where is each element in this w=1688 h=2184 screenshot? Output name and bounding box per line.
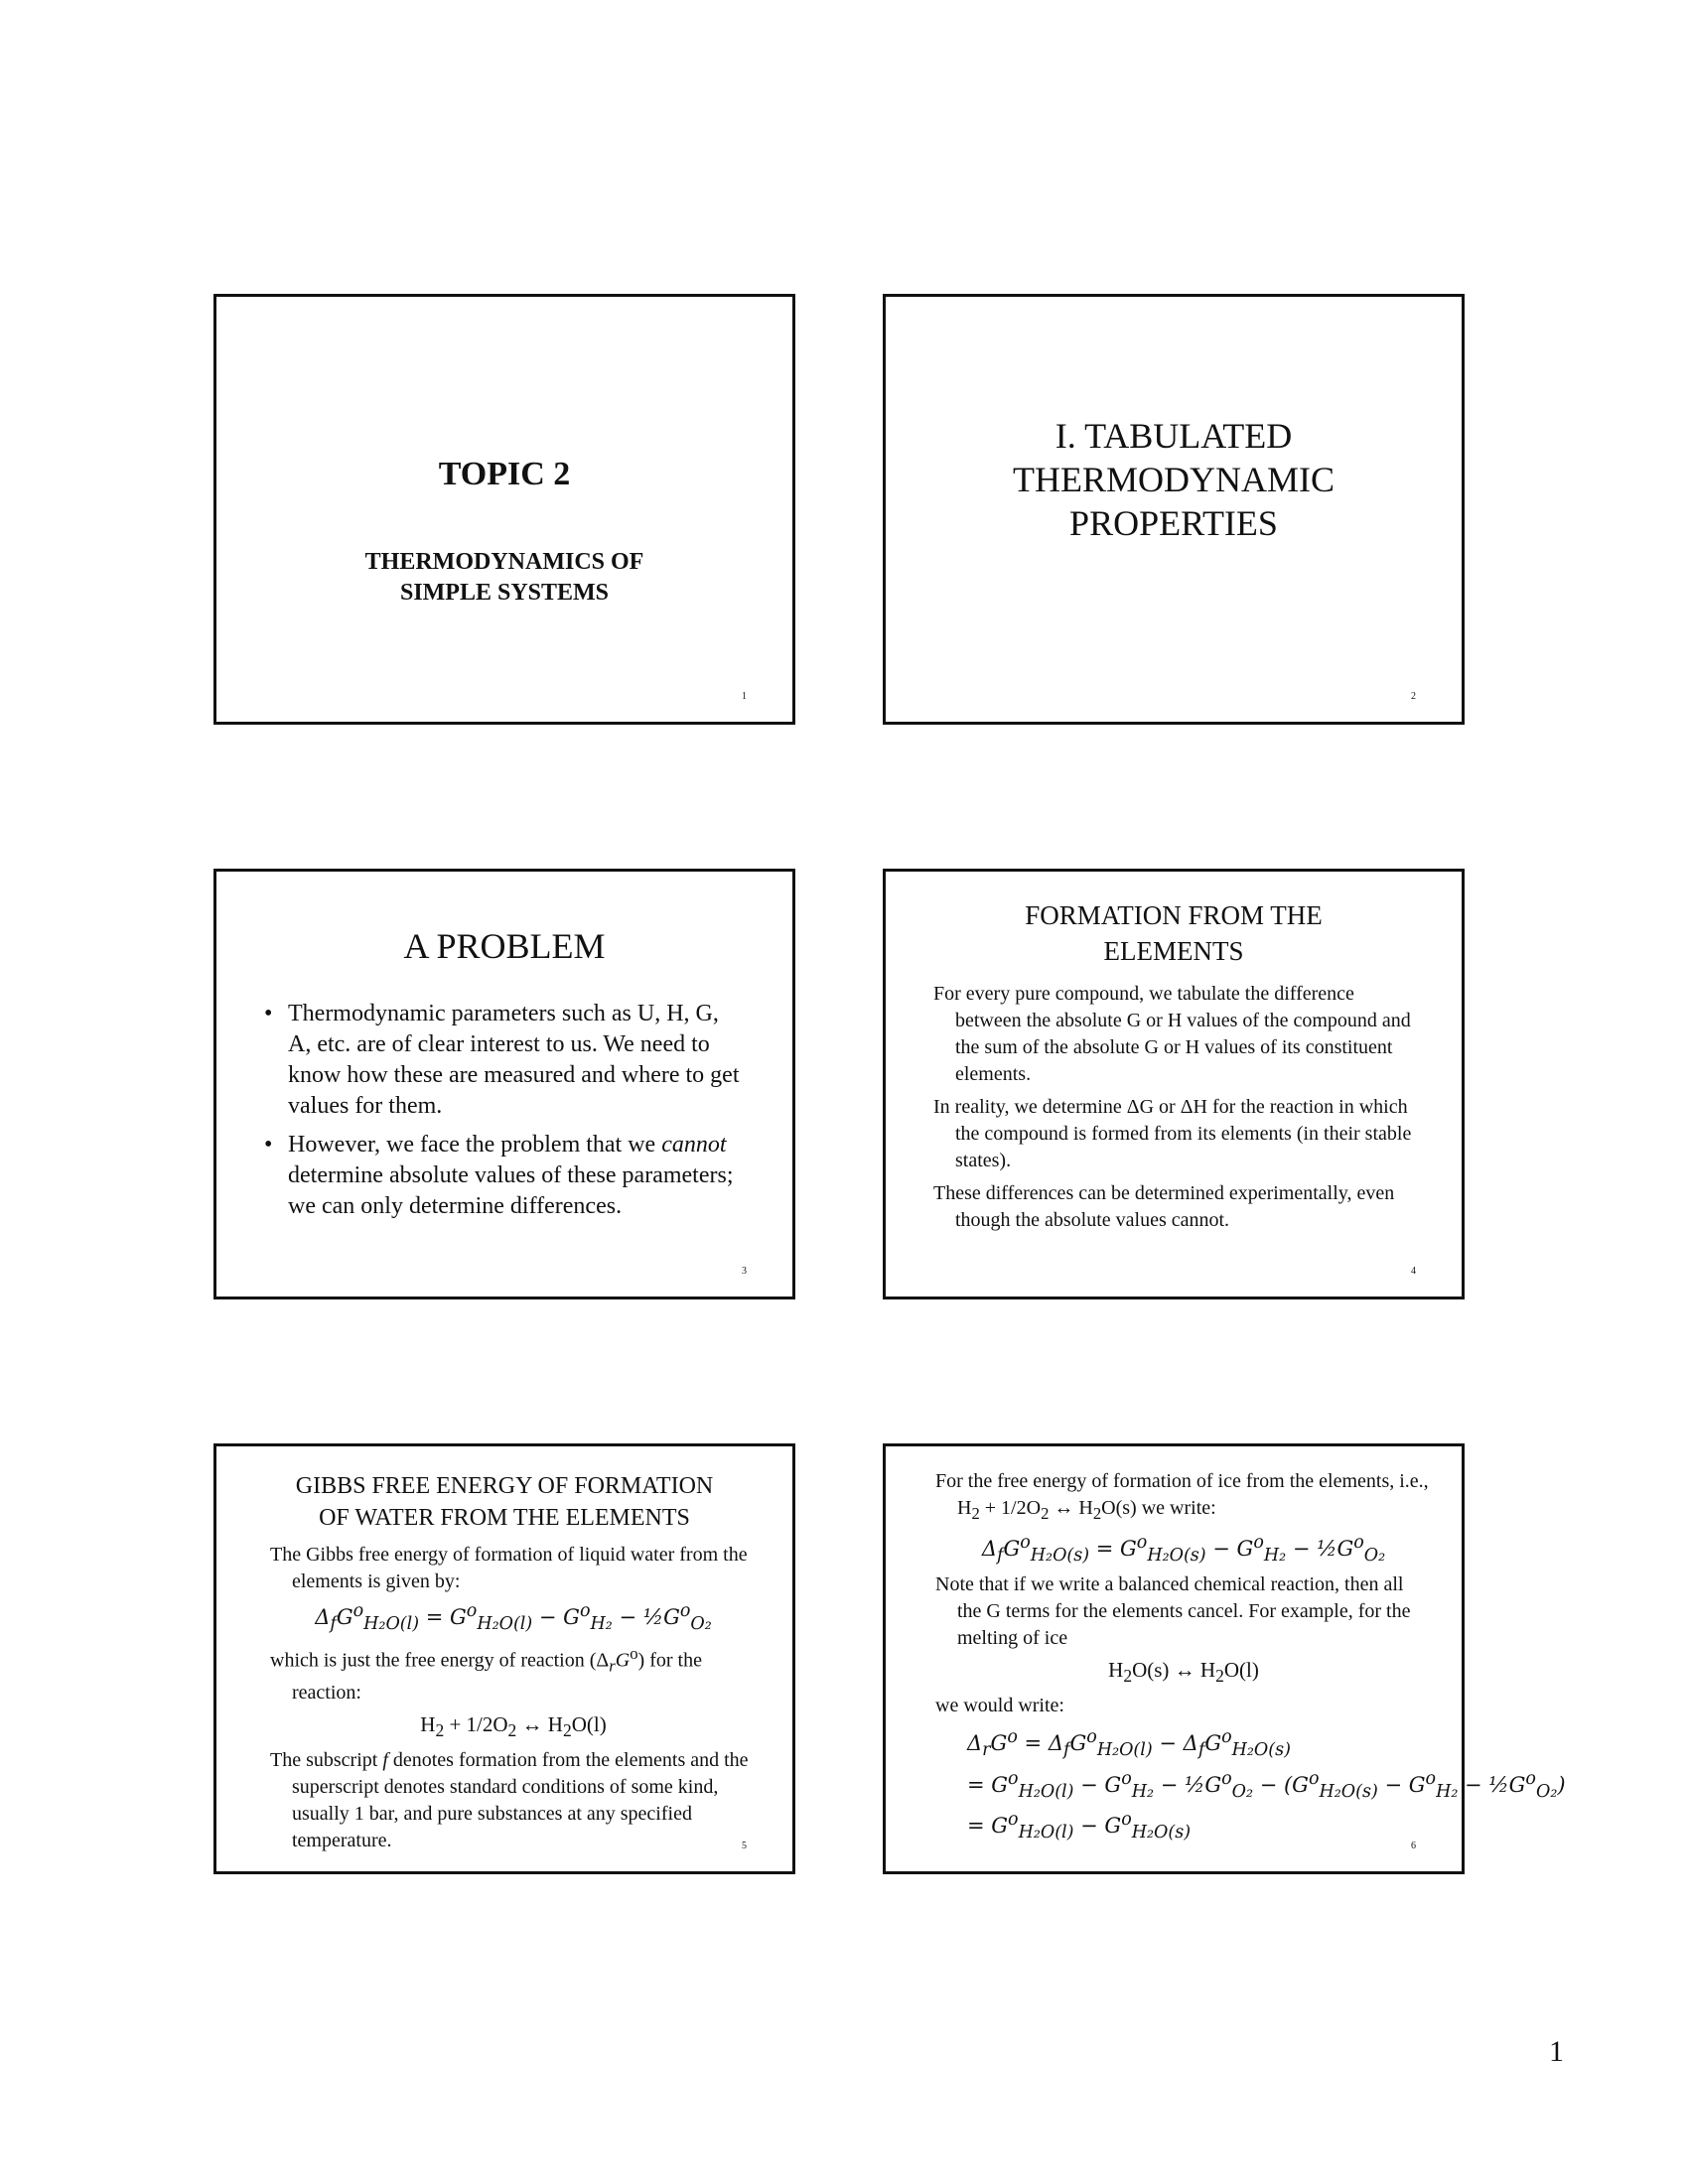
slide-title: A PROBLEM bbox=[403, 926, 606, 966]
slide-number: 1 bbox=[742, 691, 747, 702]
slide-title bbox=[886, 414, 1462, 545]
title-line: I. TABULATED bbox=[1055, 416, 1293, 456]
slide-3 bbox=[213, 869, 795, 1299]
paragraph: we would write: bbox=[935, 1695, 1064, 1717]
slide-2 bbox=[883, 294, 1465, 725]
slide-number: 5 bbox=[742, 1841, 747, 1851]
equation: = $G^o_{H_2O(l)} - G^o_{H_2}$ − $\frac{1}{2}G^o_{O_2} - (G^o_{H_2O(s)} - G^o_{H_2}$ − $\frac{1}{2}G^o_{O_2}$) bbox=[967, 1768, 1566, 1802]
slide-5 bbox=[213, 1443, 795, 1874]
paragraph-emphasis: f bbox=[382, 1749, 388, 1772]
paragraph-text: ) for the reaction: bbox=[292, 1649, 702, 1704]
subtitle-line: THERMODYNAMICS OF bbox=[364, 549, 644, 575]
paragraph: These differences can be determined experimentally, even though the absolute values cannot. bbox=[933, 1182, 1395, 1231]
page-number: 1 bbox=[1549, 2035, 1564, 2068]
slide-title bbox=[216, 1470, 792, 1534]
title-line: PROPERTIES bbox=[1069, 503, 1278, 543]
bullet-item bbox=[264, 999, 741, 1122]
paragraph: For the free energy of formation of ice from the elements, i.e., $H_2 + 1/2O_2$ ↔ $H_2O(s)$ we write: bbox=[935, 1470, 1429, 1523]
bullet-icon: • bbox=[264, 1001, 273, 1026]
slide-body bbox=[933, 981, 1422, 1240]
equation: $\Delta_fG^o_{H_2O(l)} = G^o_{H_2O(l)} - G^o_{H_2}$ − $\frac{1}{2}G^o_{O_2}$ bbox=[315, 1601, 712, 1635]
subtitle-line: SIMPLE SYSTEMS bbox=[399, 580, 610, 606]
title-line: ELEMENTS bbox=[1103, 936, 1244, 966]
paragraph bbox=[270, 1747, 757, 1854]
slide-subtitle bbox=[216, 547, 792, 609]
bullet-text: However, we face the problem that we bbox=[288, 1132, 662, 1158]
bullet-icon: • bbox=[264, 1132, 273, 1158]
title-line: THERMODYNAMIC bbox=[1013, 460, 1335, 499]
title-line: FORMATION FROM THE bbox=[1025, 900, 1323, 930]
paragraph: The Gibbs free energy of formation of liquid water from the elements is given by: bbox=[270, 1544, 748, 1592]
equation: $H_2 + 1/2O_2$ ↔ $H_2O(l)$ bbox=[420, 1711, 607, 1741]
paragraph: which is just the free energy of reaction $(\Delta_rG^o)$ for the reaction: bbox=[270, 1644, 702, 1704]
slide-title bbox=[886, 897, 1462, 969]
paragraph-text: which is just the free energy of reaction (Δ bbox=[270, 1649, 610, 1672]
slide-number: 3 bbox=[742, 1266, 747, 1277]
bullet-text: determine absolute values of these parameters; we can only determine differences. bbox=[288, 1162, 734, 1219]
paragraph: Note that if we write a balanced chemical reaction, then all the G terms for the elements cancel. For example, for the melting of ice bbox=[935, 1573, 1411, 1650]
title-line: OF WATER FROM THE ELEMENTS bbox=[319, 1505, 690, 1531]
slide-6 bbox=[883, 1443, 1566, 1874]
paragraph: In reality, we determine ΔG or ΔH for the reaction in which the compound is formed from its elements (in their stable states). bbox=[933, 1096, 1412, 1171]
paragraph: For every pure compound, we tabulate the difference between the absolute G or H values of the compound and the sum of the absolute G or H values of its constituent elements. bbox=[933, 983, 1411, 1085]
slide-body bbox=[935, 1468, 1566, 1850]
paragraph-text: denotes formation from the elements and the superscript denotes standard conditions of some kind, usually 1 bar, and pure substances at any specified temperature. bbox=[292, 1749, 749, 1852]
equation: = $G^o_{H_2O(l)} - G^o_{H_2O(s)}$ bbox=[967, 1809, 1192, 1843]
bullet-list bbox=[264, 999, 741, 1230]
slide-title: TOPIC 2 bbox=[438, 456, 571, 492]
equation: $\Delta_fG^o_{H_2O(s)} = G^o_{H_2O(s)} - G^o_{H_2}$ − $\frac{1}{2}G^o_{O_2}$ bbox=[981, 1533, 1386, 1567]
equation: $\Delta_rG^o = \Delta_fG^o_{H_2O(l)} - \Delta_fG^o_{H_2O(s)}$ bbox=[967, 1727, 1291, 1761]
bullet-text: Thermodynamic parameters such as U, H, G, A, etc. are of clear interest to us. We need to know how these are measured and where to get values for them. bbox=[288, 1001, 740, 1119]
bullet-item bbox=[264, 1130, 741, 1222]
equation: $H_2O(s)$ ↔ $H_2O(l)$ bbox=[1108, 1658, 1259, 1687]
slide-number: 4 bbox=[1411, 1266, 1416, 1277]
title-line: GIBBS FREE ENERGY OF FORMATION bbox=[295, 1473, 714, 1499]
paragraph-text: The subscript bbox=[270, 1749, 383, 1772]
slide-number: 2 bbox=[1411, 691, 1416, 702]
bullet-emphasis: cannot bbox=[661, 1132, 727, 1158]
slide-number: 6 bbox=[1411, 1841, 1416, 1851]
slide-1 bbox=[213, 294, 795, 725]
slide-body bbox=[270, 1542, 757, 1860]
slide-4 bbox=[883, 869, 1465, 1299]
